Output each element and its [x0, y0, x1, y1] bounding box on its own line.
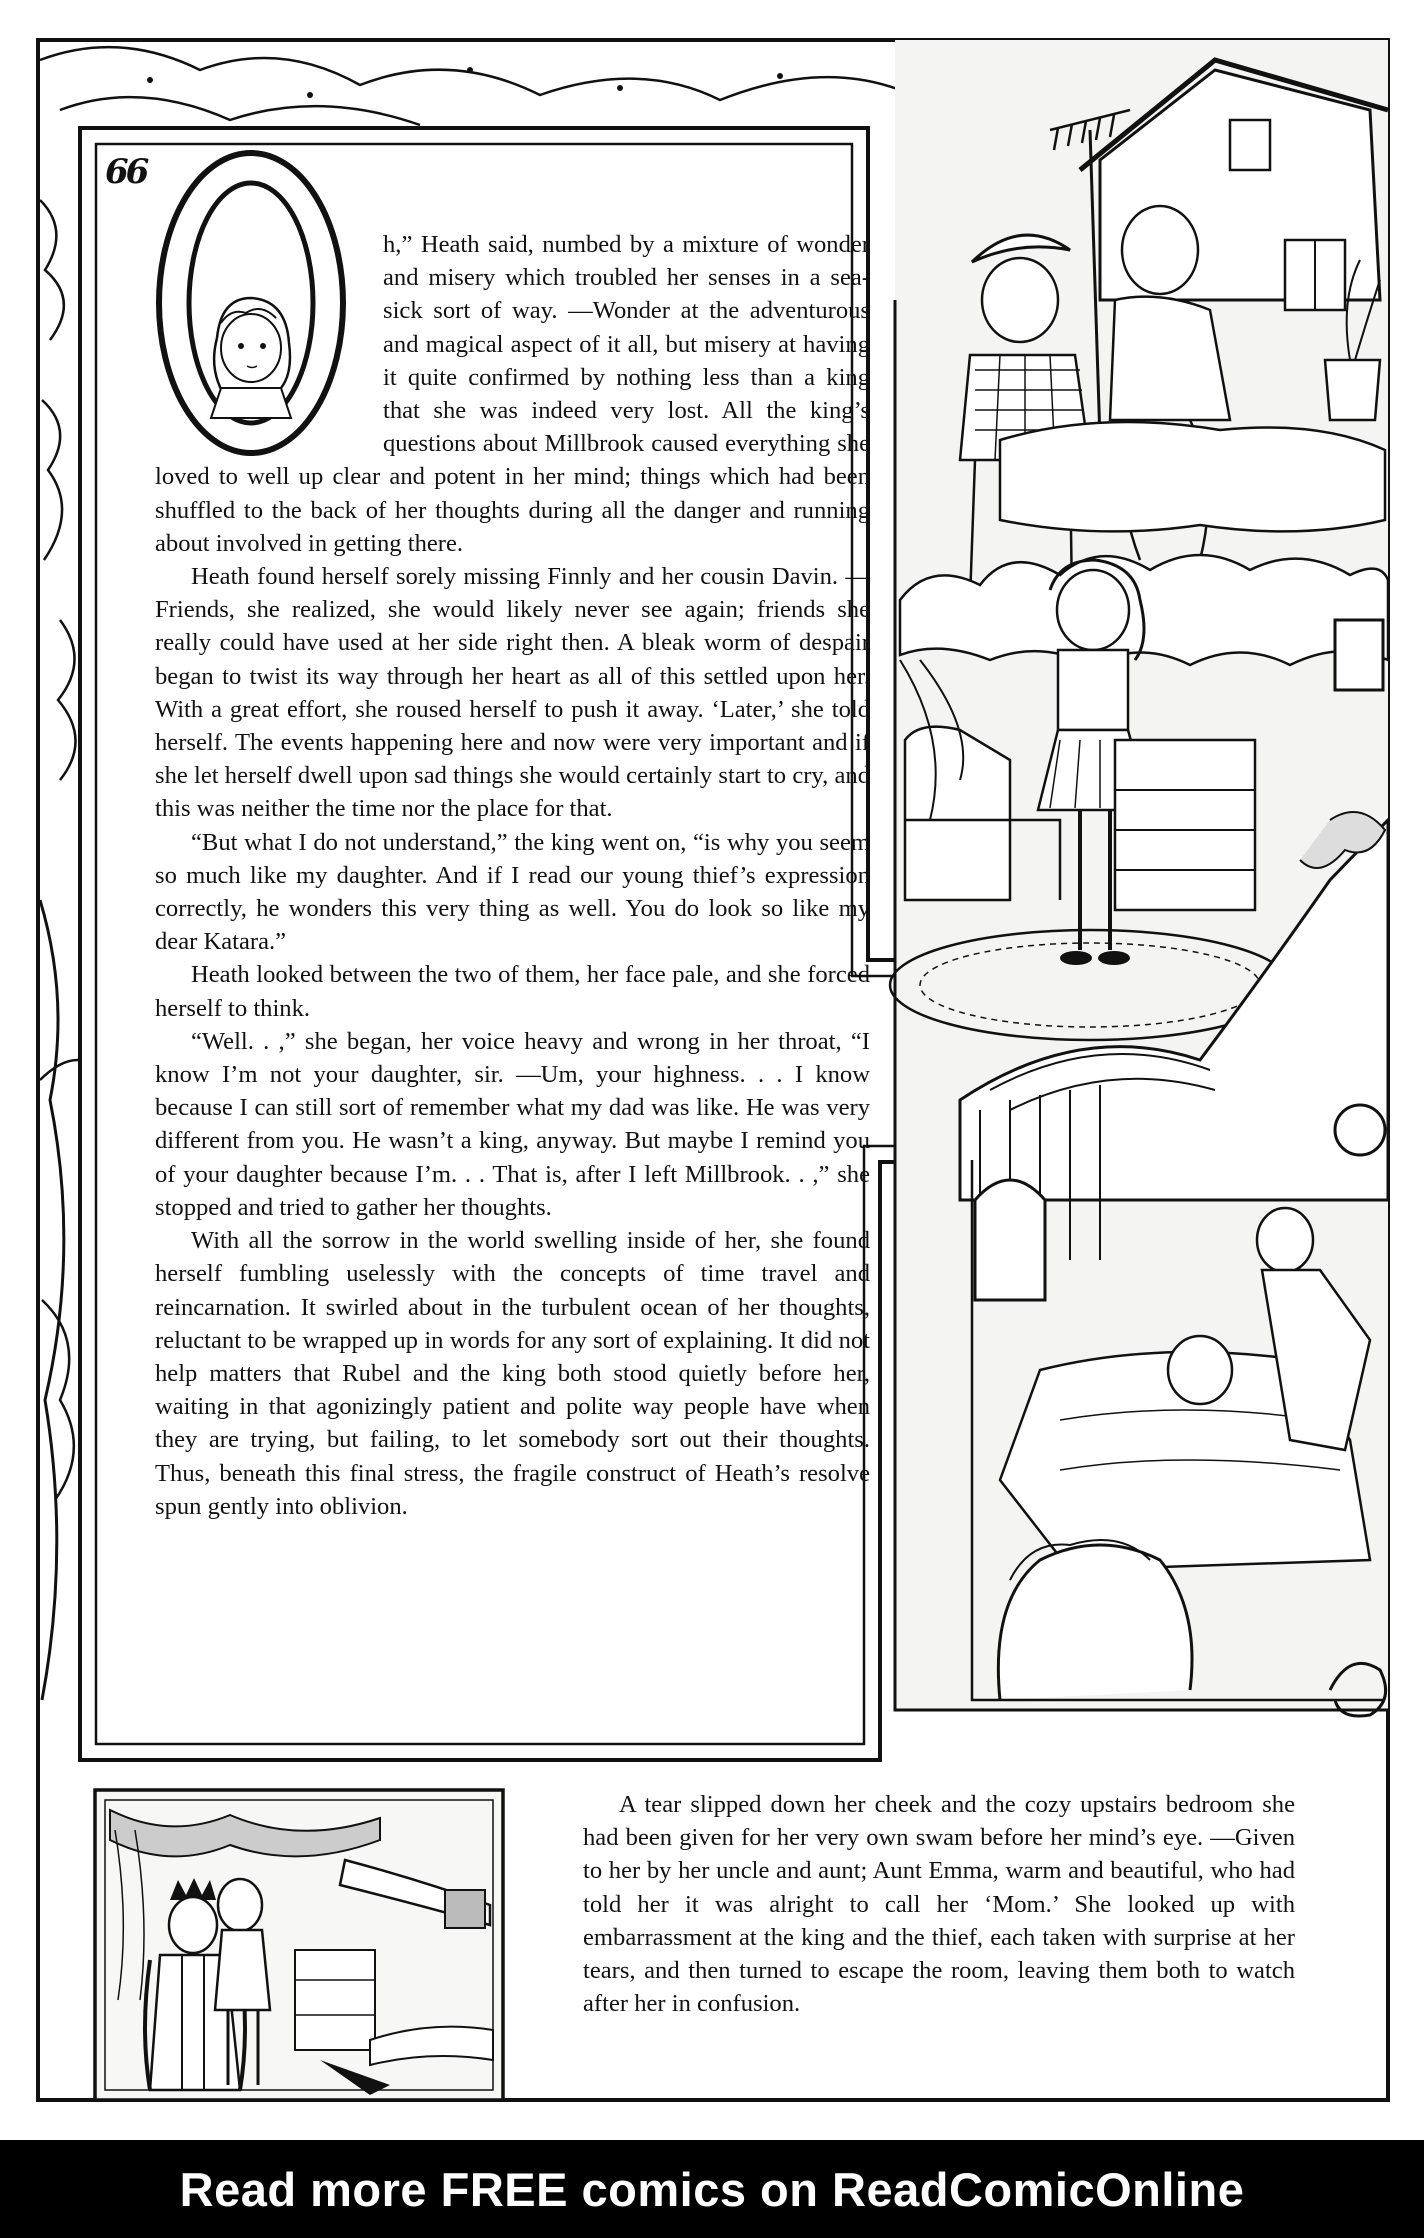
paragraph-4: Heath looked between the two of them, her face pale, and she forced herself to think. — [155, 961, 870, 1022]
story-text-main — [155, 228, 870, 1523]
promo-banner[interactable] — [0, 2140, 1424, 2238]
drop-cap — [151, 228, 373, 458]
paragraph-2: Heath found herself sorely missing Finnly and her cousin Davin. —Friends, she realized, she would likely never see again; friends she really could have used at her side right then. A bleak worm of despair began to twist its way through her heart as all of this settled upon her. With a great effort, she roused herself to push it away. ‘Later,’ she told herself. The events happening here and now were very important and if she let herself dwell upon sad things she would certainly start to cry, and this was neither the time nor the place for that. — [155, 563, 870, 823]
paragraph-5: “Well. . ,” she began, her voice heavy and wrong in her throat, “I know I’m not your daughter, sir. —Um, your highness. . . I know because I can still sort of remember what my dad was like. He was very different from you. He wasn’t a king, anyway. But maybe I remind you of your daughter because I’m. . . That is, after I left Millbrook. . ,” she stopped and tried to gather her thoughts. — [155, 1027, 870, 1221]
paragraph-1: h,” Heath said, numbed by a mixture of wonder and misery which troubled her senses in a sea-sick sort of way. —Wonder at the adventurous and magical aspect of it all, but misery at having it quite confirmed by nothing less than a king that she was indeed very lost. All the king’s questions about Millbrook caused everything she loved to well up clear and potent in her mind; things which had been shuffled to the back of her thoughts during all the danger and running about involved in getting there. — [155, 231, 870, 557]
right-illustration-panel — [890, 40, 1388, 1716]
story-text-lower — [583, 1788, 1295, 2020]
bottom-left-illustration-panel — [95, 1790, 503, 2100]
paragraph-7: A tear slipped down her cheek and the cozy upstairs bedroom she had been given for her very own swam before her mind’s eye. —Given to her by her uncle and aunt; Aunt Emma, warm and beautiful, who had told her it was alright to call her ‘Mom.’ She looked up with embarrassment at the king and the thief, each taken with surprise at her tears, and then turned to escape the room, leaving them both to watch after her in confusion. — [583, 1791, 1295, 2018]
promo-banner-text: Read more FREE comics on ReadComicOnline — [179, 2162, 1245, 2216]
drop-cap-letter-art — [151, 148, 373, 458]
page-number: 66 — [105, 152, 147, 192]
paragraph-3: “But what I do not understand,” the king went on, “is why you seem so much like my daughter. And if I read our young thief’s expression correctly, he wonders this very thing as well. You do look so like my dear Katara.” — [155, 828, 870, 956]
paragraph-6: With all the sorrow in the world swelling inside of her, she found herself fumbling uselessly with the concepts of time travel and reincarnation. It swirled about in the turbulent ocean of her thoughts, reluctant to be wrapped up in words for any sort of explaining. It did not help matters that Rubel and the king both stood quietly before her, waiting in that agonizingly patient and polite way people have when they are trying, but failing, to let somebody sort out their thoughts. Thus, beneath this final stress, the fragile construct of Heath’s resolve spun gently into oblivion. — [155, 1227, 870, 1520]
